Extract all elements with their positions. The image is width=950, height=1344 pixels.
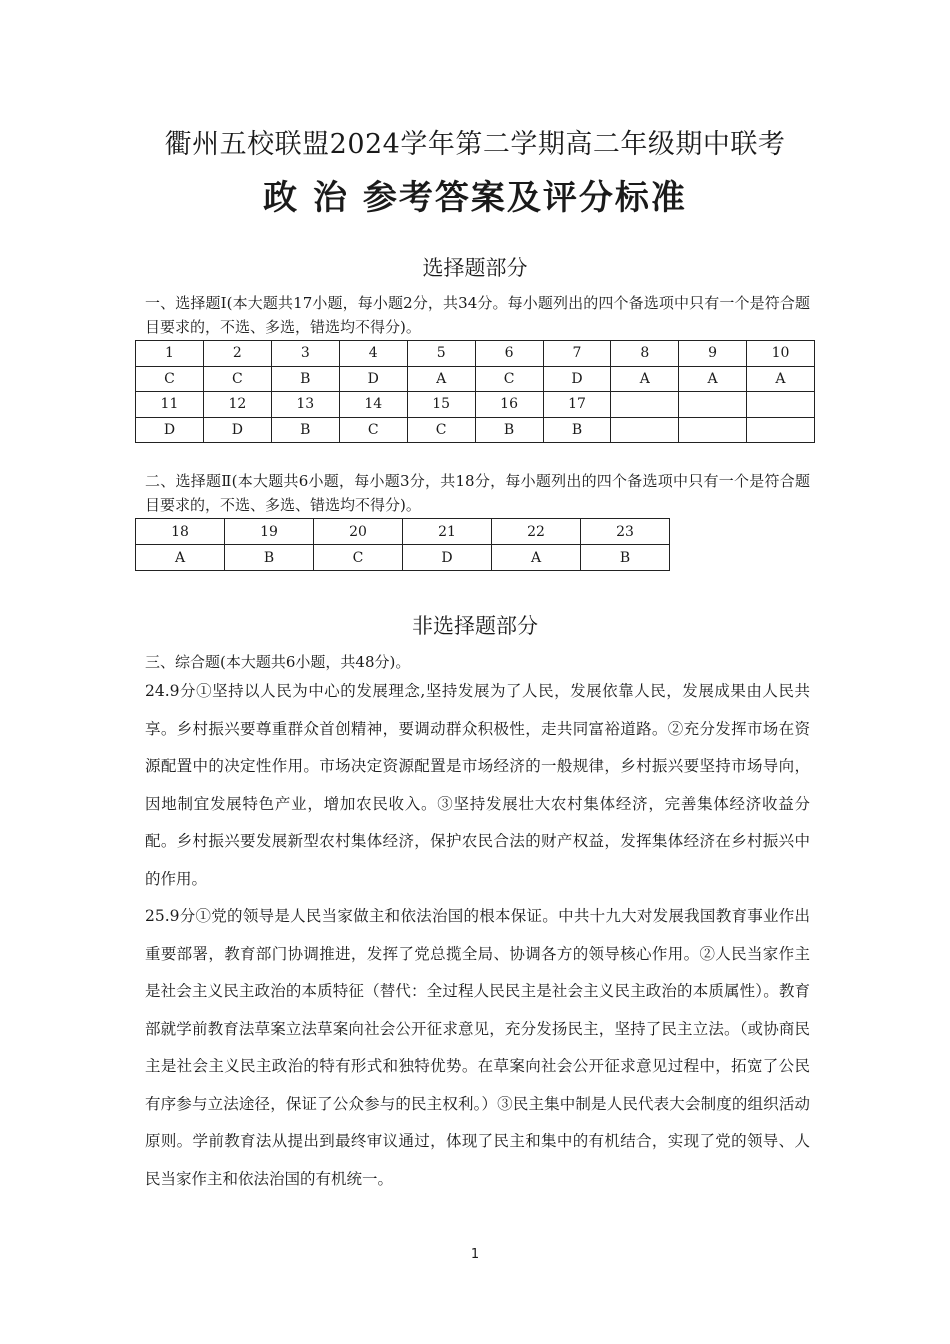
table-cell: C [475, 366, 543, 392]
table-cell: B [581, 545, 670, 571]
table-cell: 6 [475, 341, 543, 367]
table-cell: B [271, 366, 339, 392]
table-cell: D [543, 366, 611, 392]
table-cell: 18 [136, 519, 225, 545]
table-cell: A [136, 545, 225, 571]
table-cell: 11 [136, 392, 204, 418]
table-cell: 2 [203, 341, 271, 367]
table-cell: 15 [407, 392, 475, 418]
table-cell: 23 [581, 519, 670, 545]
table-cell: C [203, 366, 271, 392]
table-cell: D [403, 545, 492, 571]
answer-q24: 24.9分①坚持以人民为中心的发展理念,坚持发展为了人民，发展依靠人民，发展成果由人民共享。乡村振兴要尊重群众首创精神，要调动群众积极性，走共同富裕道路。②充分发挥市场在资源配置中的决定性作用。市场决定资源配置是市场经济的一般规律，乡村振兴要坚持市场导向，因地制宜发展特色产业，增加农民收入。③坚持发展壮大农村集体经济，完善集体经济收益分配。乡村振兴要发展新型农村集体经济，保护农民合法的财产权益，发挥集体经济在乡村振兴中的作用。 [145, 682, 810, 888]
table-cell: 17 [543, 392, 611, 418]
part1-intro: 一、选择题Ⅰ(本大题共17小题，每小题2分，共34分。每小题列出的四个备选项中只有一个是符合题目要求的，不选、多选，错选均不得分)。 [145, 294, 810, 336]
table-cell: 4 [339, 341, 407, 367]
table-row [136, 519, 670, 545]
table-row [136, 366, 815, 392]
table-cell: A [746, 366, 814, 392]
table-cell: 19 [225, 519, 314, 545]
table-cell [746, 417, 814, 443]
document-title: 政 治 参考答案及评分标准 [263, 178, 687, 218]
table-cell [679, 417, 747, 443]
table-cell: C [136, 366, 204, 392]
table-cell [679, 392, 747, 418]
table-cell [611, 417, 679, 443]
part3-intro: 三、综合题(本大题共6小题，共48分)。 [145, 653, 411, 671]
table-cell: 1 [136, 341, 204, 367]
table-row [136, 341, 815, 367]
table-cell: 12 [203, 392, 271, 418]
table-row [136, 392, 815, 418]
table-cell: 3 [271, 341, 339, 367]
table-cell: B [475, 417, 543, 443]
table-cell [746, 392, 814, 418]
page-number: 1 [470, 1247, 480, 1262]
table-cell: 21 [403, 519, 492, 545]
table-cell: D [339, 366, 407, 392]
answer-table-2 [135, 518, 670, 571]
table-cell: B [271, 417, 339, 443]
table-cell: C [314, 545, 403, 571]
answer-table-1 [135, 340, 815, 443]
table-cell: D [203, 417, 271, 443]
table-row [136, 545, 670, 571]
table-cell: 5 [407, 341, 475, 367]
table-cell: A [492, 545, 581, 571]
table-cell: 10 [746, 341, 814, 367]
table-cell: C [407, 417, 475, 443]
table-cell: 16 [475, 392, 543, 418]
table-cell: A [407, 366, 475, 392]
choice-section-heading: 选择题部分 [422, 256, 528, 280]
table-cell: 7 [543, 341, 611, 367]
table-cell: 22 [492, 519, 581, 545]
answer-q25: 25.9分①党的领导是人民当家做主和依法治国的根本保证。中共十九大对发展我国教育事业作出重要部署，教育部门协调推进，发挥了党总揽全局、协调各方的领导核心作用。②人民当家作主是社会主义民主政治的本质特征（替代：全过程人民民主是社会主义民主政治的本质属性）。教育部就学前教育法草案立法草案向社会公开征求意见，充分发扬民主，坚持了民主立法。（或协商民主是社会主义民主政治的特有形式和独特优势。在草案向社会公开征求意见过程中，拓宽了公民有序参与立法途径，保证了公众参与的民主权利。）③民主集中制是人民代表大会制度的组织活动原则。学前教育法从提出到最终审议通过，体现了民主和集中的有机结合，实现了党的领导、人民当家作主和依法治国的有机统一。 [145, 907, 810, 1188]
table-cell: 9 [679, 341, 747, 367]
table-cell: 8 [611, 341, 679, 367]
table-cell: A [679, 366, 747, 392]
table-cell: 13 [271, 392, 339, 418]
table-cell: 14 [339, 392, 407, 418]
part2-intro: 二、选择题Ⅱ(本大题共6小题，每小题3分，共18分，每小题列出的四个备选项中只有一个是符合题目要求的，不选、多选、错选均不得分)。 [145, 472, 810, 514]
table-cell: D [136, 417, 204, 443]
table-cell: B [225, 545, 314, 571]
table-cell: 20 [314, 519, 403, 545]
table-cell [611, 392, 679, 418]
exam-title: 衢州五校联盟2024学年第二学期高二年级期中联考 [164, 129, 786, 160]
nonchoice-section-heading: 非选择题部分 [412, 614, 538, 638]
table-cell: B [543, 417, 611, 443]
table-cell: C [339, 417, 407, 443]
table-cell: A [611, 366, 679, 392]
table-row [136, 417, 815, 443]
